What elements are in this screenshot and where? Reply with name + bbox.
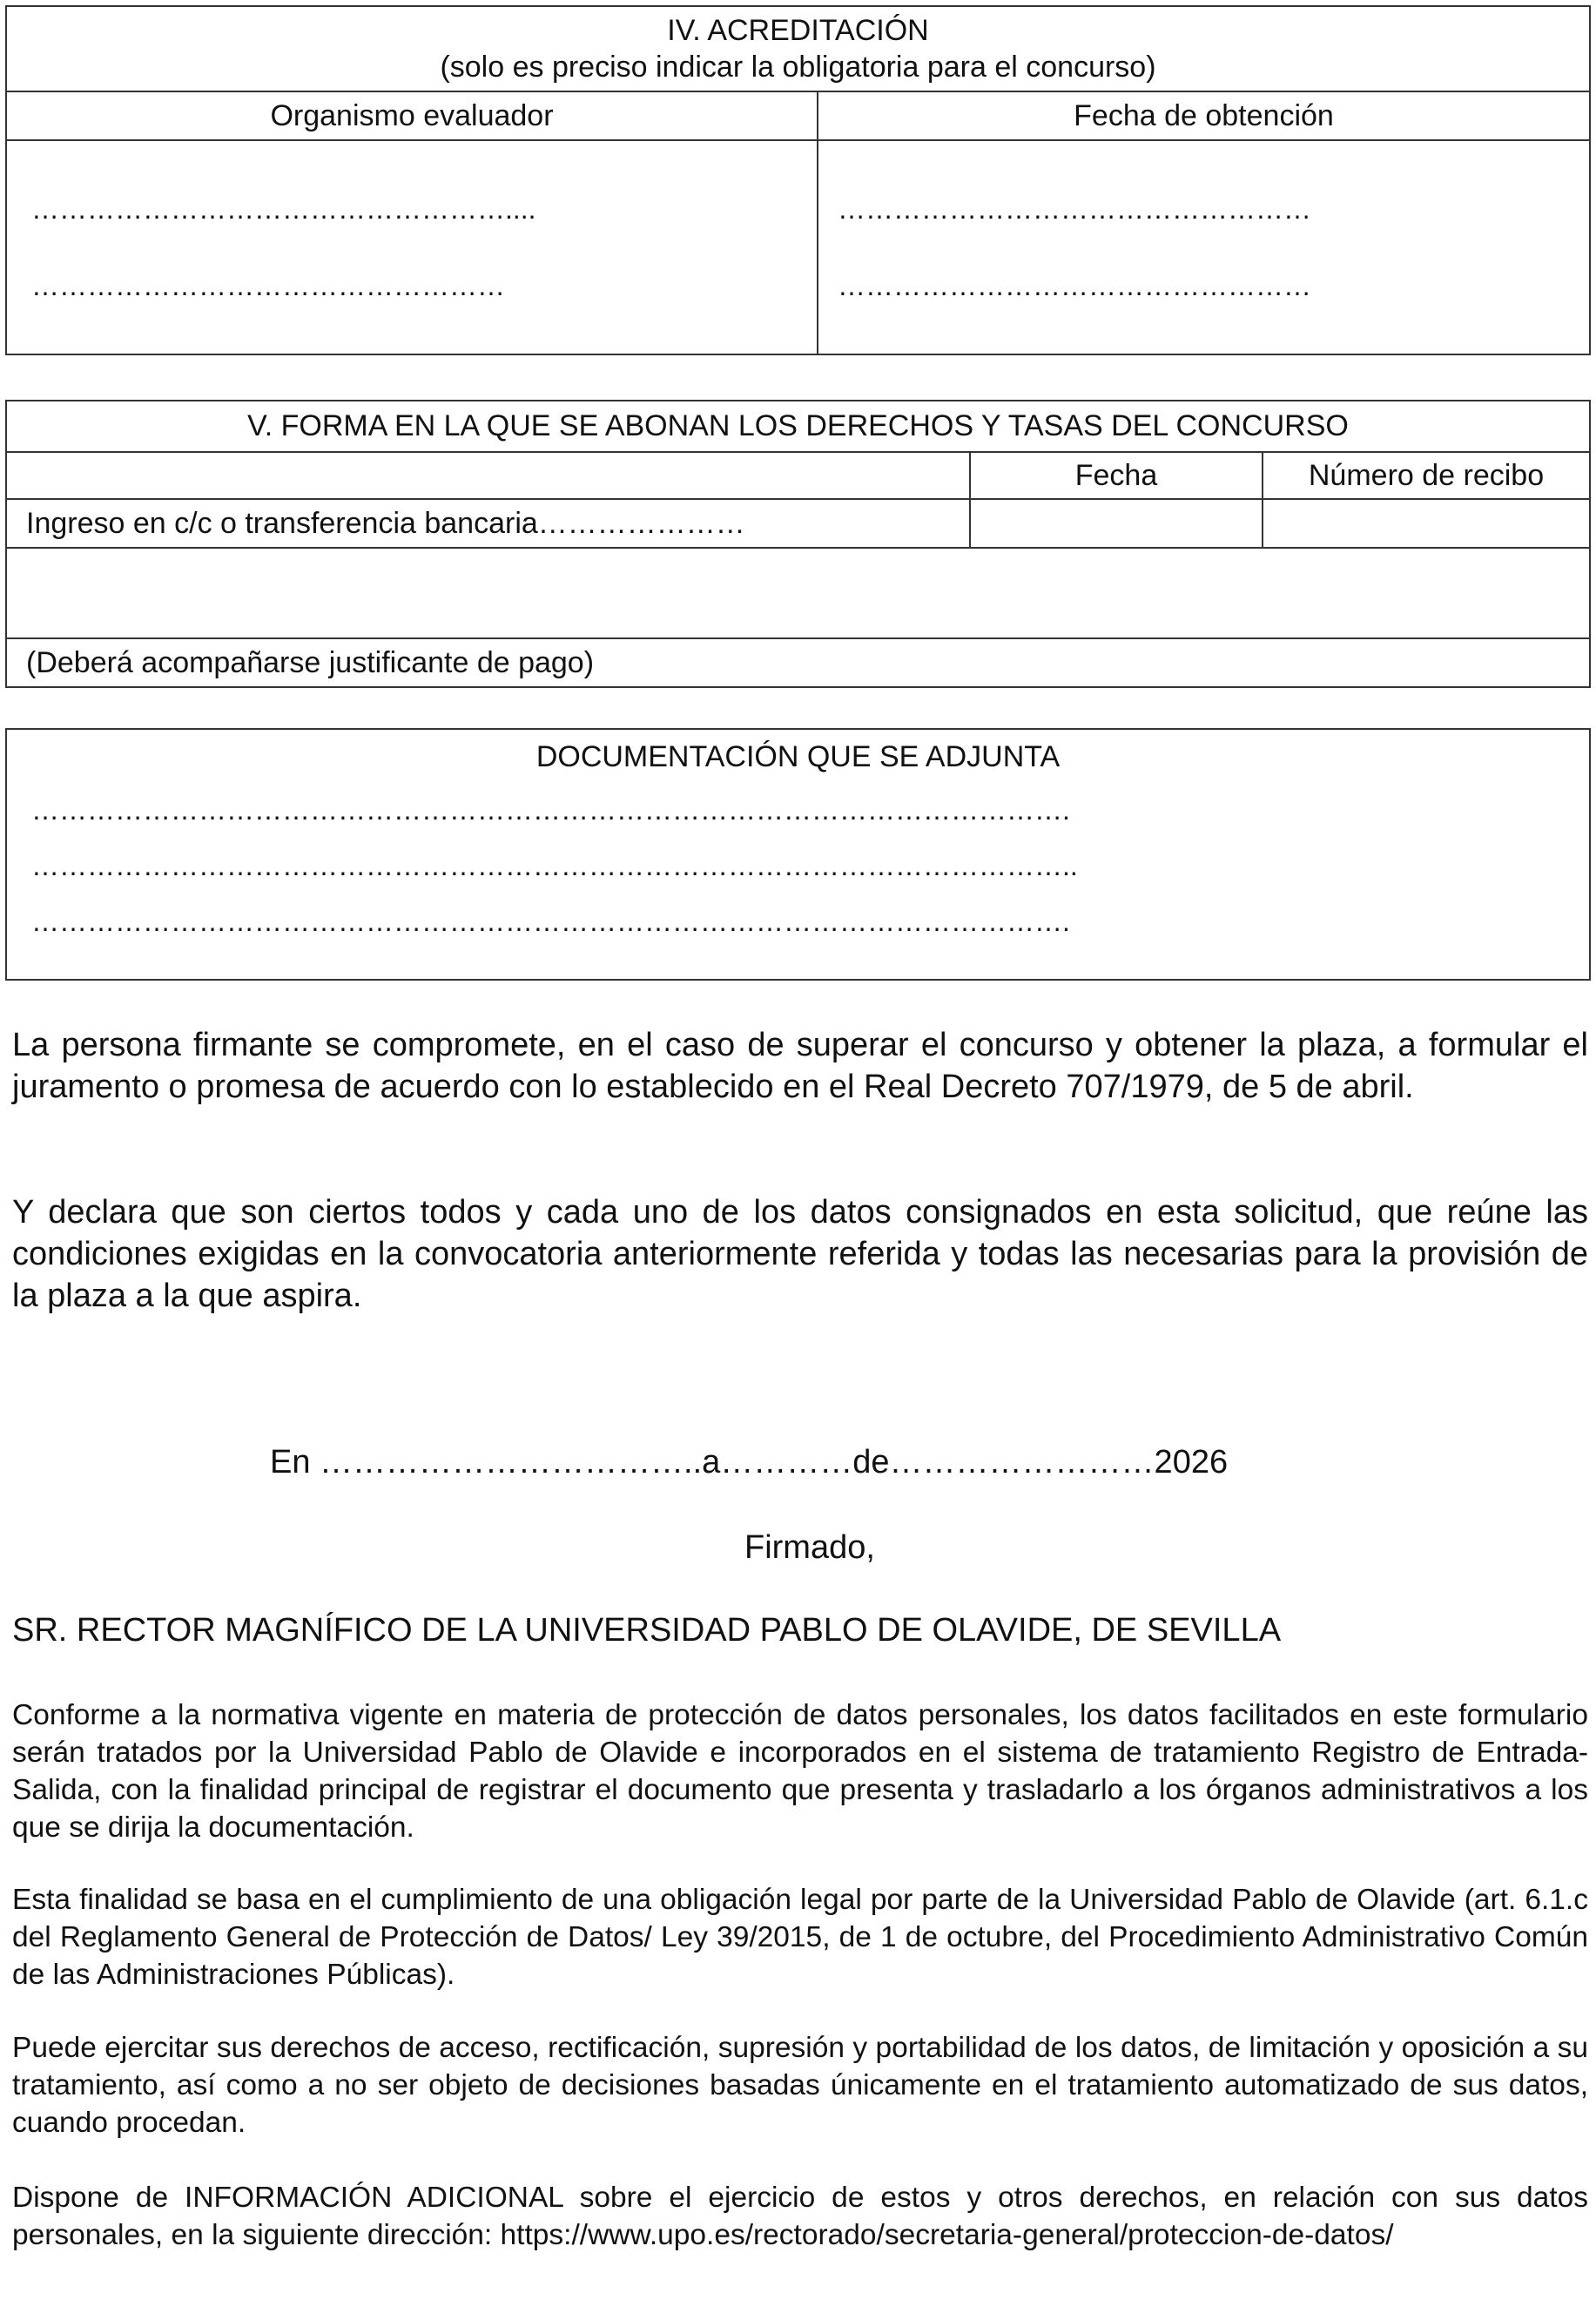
fecha-pago-field[interactable]	[970, 499, 1263, 548]
lugar-fecha-firma: En ……………………………..a…………de……………………2026	[270, 1444, 1229, 1480]
tasas-title: V. FORMA EN LA QUE SE ABONAN LOS DERECHOS Y TASAS DEL CONCURSO	[6, 401, 1590, 452]
fecha-line-1: ……………………………………………	[838, 193, 1311, 225]
documentacion-table	[5, 728, 1591, 981]
proteccion-datos-p2: Esta finalidad se basa en el cumplimiento de una obligación legal por parte de la Universidad Pablo de Olavide (art. 6.1.c del Reglamento General de Protección de Datos/ Ley 39/2015, de 1 de octubre, del Procedimiento Administrativo Común de las Administraciones Públicas).	[12, 1884, 1588, 1991]
acreditacion-table	[5, 5, 1591, 355]
declaracion-compromiso: La persona firmante se compromete, en el caso de superar el concurso y obtener la plaza, a formular el juramento o promesa de acuerdo con lo establecido en el Real Decreto 707/1979, de 5 de abril.	[12, 1027, 1588, 1105]
proteccion-datos-p4: Dispone de INFORMACIÓN ADICIONAL sobre el ejercicio de estos y otros derechos, en relación con sus datos personales, en la siguiente dirección: https://www.upo.es/rectorado/secretaria-general/proteccion-de-datos/	[12, 2182, 1588, 2251]
acreditacion-header	[6, 6, 1590, 91]
documentacion-line-2: …………………………………………………………………………………………………..	[31, 850, 1078, 881]
fecha-header: Fecha	[970, 452, 1263, 499]
fecha-obtencion-header: Fecha de obtención	[818, 91, 1590, 140]
destinatario: SR. RECTOR MAGNÍFICO DE LA UNIVERSIDAD PABLO DE OLAVIDE, DE SEVILLA	[12, 1612, 1282, 1649]
fecha-line-2: ……………………………………………	[838, 270, 1311, 301]
documentacion-cell	[6, 729, 1590, 980]
organismo-line-1: ……………………………………………....	[31, 193, 536, 225]
acreditacion-subtitle: (solo es preciso indicar la obligatoria para el concurso)	[440, 51, 1156, 84]
documentacion-title: DOCUMENTACIÓN QUE SE ADJUNTA	[535, 740, 1061, 773]
tasas-blank-cell	[6, 452, 970, 499]
proteccion-datos-p1: Conforme a la normativa vigente en materia de protección de datos personales, los datos facilitados en este formulario serán tratados por la Universidad Pablo de Olavide e incorporados en el sistema de tratamiento Registro de Entrada-Salida, con la finalidad principal de registrar el documento que presenta y trasladarlo a los órganos administrativos a los que se dirija la documentación.	[12, 1699, 1588, 1844]
numero-recibo-field[interactable]	[1263, 499, 1590, 548]
documentacion-line-3: ………………………………………………………………………………………………….	[31, 906, 1070, 937]
organismo-evaluador-field[interactable]	[6, 140, 818, 354]
tasas-spacer	[6, 548, 1590, 638]
firmado-label: Firmado,	[744, 1529, 875, 1566]
acreditacion-title: IV. ACREDITACIÓN	[667, 14, 929, 47]
organismo-evaluador-header: Organismo evaluador	[6, 91, 818, 140]
declaracion-datos: Y declara que son ciertos todos y cada uno de los datos consignados en esta solicitud, que reúne las condiciones exigidas en la convocatoria anteriormente referida y todas las necesarias para la provisión de la plaza a la que aspira.	[12, 1194, 1588, 1314]
tasas-table	[5, 400, 1591, 688]
numero-recibo-header: Número de recibo	[1263, 452, 1590, 499]
documentacion-field[interactable]	[7, 782, 1589, 949]
ingreso-label: Ingreso en c/c o transferencia bancaria…………………	[6, 499, 970, 548]
proteccion-datos-p3: Puede ejercitar sus derechos de acceso, rectificación, supresión y portabilidad de los datos, de limitación y oposición a su tratamiento, así como a no ser objeto de decisiones basadas únicamente en el tratamiento automatizado de sus datos, cuando procedan.	[12, 2032, 1588, 2139]
justificante-nota: (Deberá acompañarse justificante de pago)	[6, 638, 1590, 687]
fecha-obtencion-field[interactable]	[818, 140, 1590, 354]
organismo-line-2: ……………………………………………	[31, 270, 505, 301]
documentacion-line-1: ………………………………………………………………………………………………….	[31, 794, 1070, 826]
